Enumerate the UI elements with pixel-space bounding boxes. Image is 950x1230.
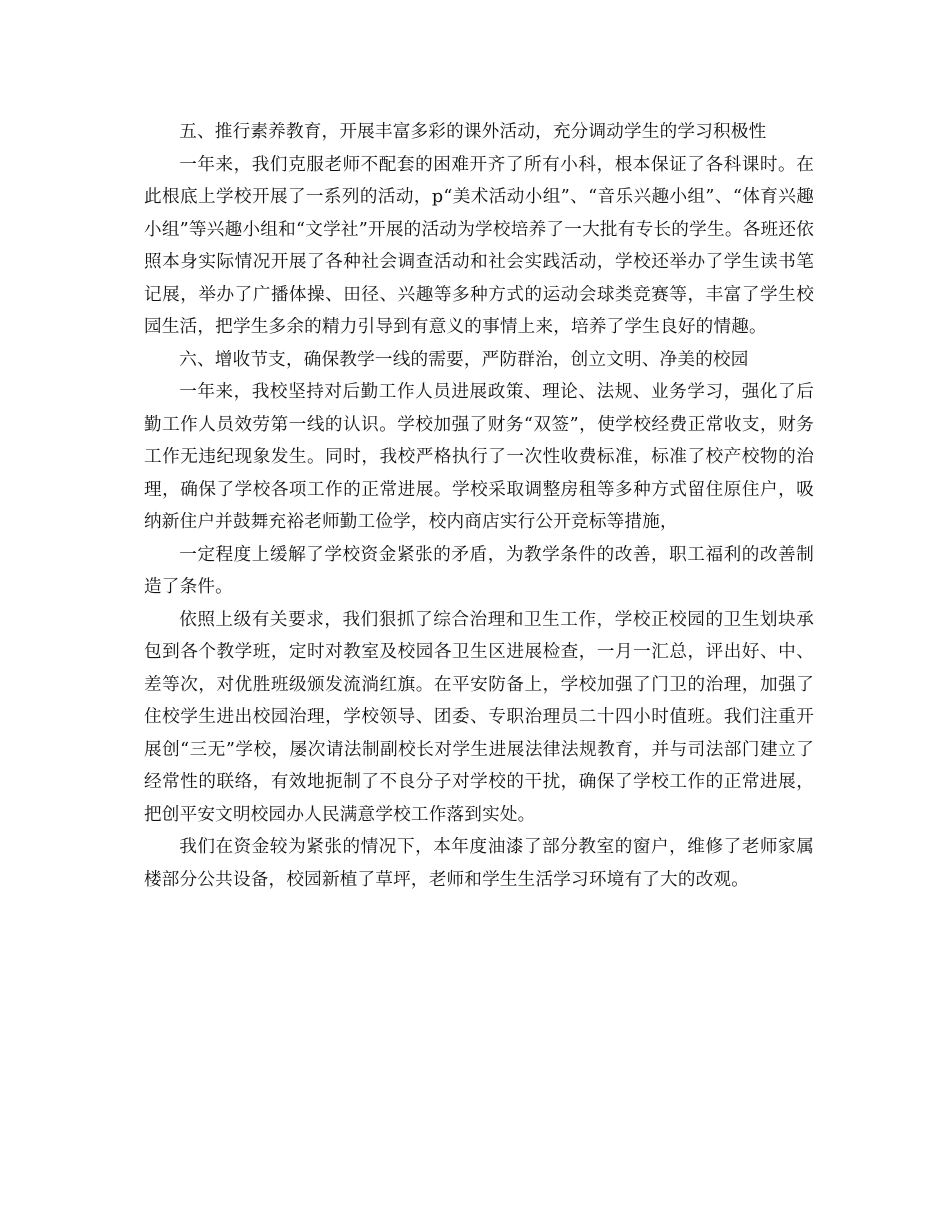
- paragraph-funding-relief: 一定程度上缓解了学校资金紧张的矛盾，为教学条件的改善，职工福利的改善制造了条件。: [144, 544, 814, 597]
- document-body: [144, 116, 814, 896]
- section-heading-six: 六、增收节支，确保教学一线的需要，严防群治，创立文明、净美的校园: [179, 349, 749, 370]
- paragraph-extracurricular: 一年来，我们克服老师不配套的困难开齐了所有小科，根本保证了各科课时。在此根底上学校开展了一系列的活动，p“美术活动小组”、“音乐兴趣小组”、“体育兴趣小组”等兴趣小组和“文学社”开展的活动为学校培养了一大批有专长的学生。各班还依照本身实际情况开展了各种社会调查活动和社会实践活动，学校还举办了学生读书笔记展，举办了广播体操、田径、兴趣等多种方式的运动会球类竞赛等，丰富了学生校园生活，把学生多余的精力引导到有意义的事情上来，培养了学生良好的情趣。: [144, 154, 814, 337]
- paragraph-safety-hygiene: 依照上级有关要求，我们狠抓了综合治理和卫生工作，学校正校园的卫生划块承包到各个教学班，定时对教室及校园各卫生区进展检查，一月一汇总，评出好、中、差等次，对优胜班级颁发流淌红旗。在平安防备上，学校加强了门卫的治理，加强了住校学生进出校园治理，学校领导、团委、专职治理员二十四小时值班。我们注重开展创“三无”学校，屡次请法制副校长对学生进展法律法规教育，并与司法部门建立了经常性的联络，有效地扼制了不良分子对学校的干扰，确保了学校工作的正常进展，把创平安文明校园办人民满意学校工作落到实处。: [144, 609, 814, 825]
- paragraph-environment: 我们在资金较为紧张的情况下，本年度油漆了部分教室的窗户，维修了老师家属楼部分公共设备，校园新植了草坪，老师和学生生活学习环境有了大的改观。: [144, 837, 814, 890]
- paragraph-logistics: 一年来，我校坚持对后勤工作人员进展政策、理论、法规、业务学习，强化了后勤工作人员效劳第一线的认识。学校加强了财务“双签”，使学校经费正常收支，财务工作无违纪现象发生。同时，我校严格执行了一次性收费标准，标准了校产校物的治理，确保了学校各项工作的正常进展。学校采取调整房租等多种方式留住原住户，吸纳新住户并鼓舞充裕老师勤工俭学，校内商店实行公开竞标等措施，: [144, 382, 814, 532]
- section-heading-five: 五、推行素养教育，开展丰富多彩的课外活动，充分调动学生的学习积极性: [179, 122, 767, 142]
